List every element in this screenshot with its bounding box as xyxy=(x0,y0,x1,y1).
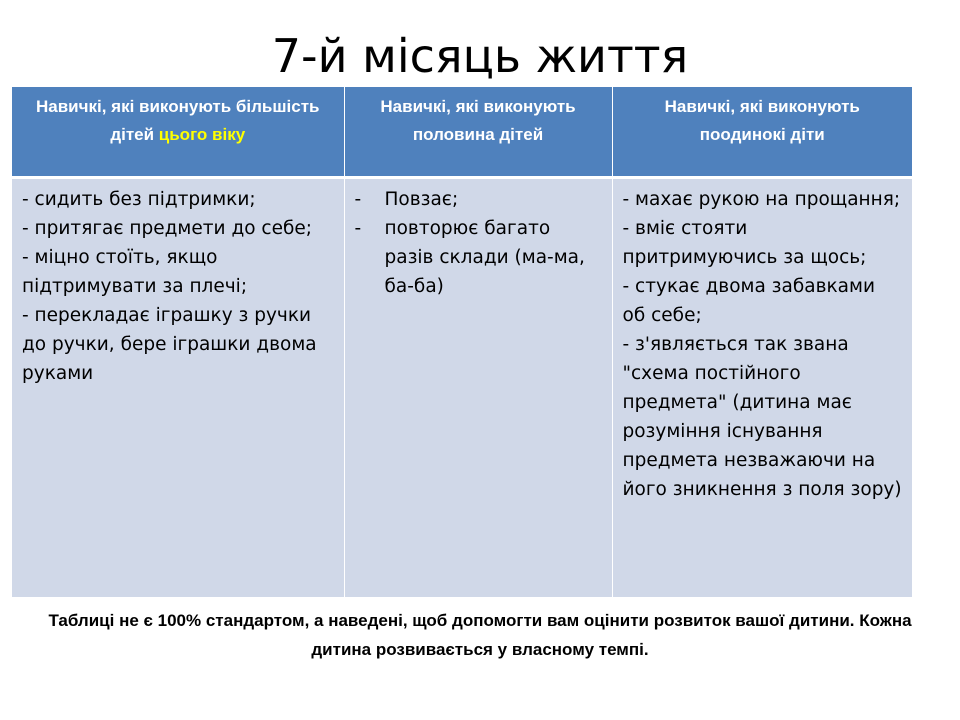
skill-item: - махає рукою на прощання; xyxy=(622,188,901,210)
header-most-children xyxy=(12,87,344,177)
cell-half-children xyxy=(344,177,612,597)
skill-item: - притягає предмети до себе; xyxy=(22,217,313,239)
dash-bullet: - xyxy=(354,217,362,239)
header-highlight: цього віку xyxy=(158,125,246,144)
skill-item: Повзає; xyxy=(384,188,459,210)
cell-few-children xyxy=(612,177,912,597)
skill-list xyxy=(355,185,602,301)
dash-bullet: - xyxy=(354,188,362,210)
list-item xyxy=(355,185,602,214)
slide-title: 7-й місяць життя xyxy=(271,29,689,83)
header-half-children xyxy=(344,87,612,177)
skills-table xyxy=(12,87,912,597)
table-row xyxy=(12,177,912,597)
header-text: Навичкі, які виконують більшість дітей xyxy=(35,97,320,144)
list-item xyxy=(355,214,602,301)
skill-item: - сидить без підтримки; xyxy=(22,188,256,210)
skill-item: - перекладає іграшку з ручки до ручки, бере іграшки двома руками xyxy=(22,304,317,384)
table-header-row xyxy=(12,87,912,177)
skill-item: - з'являється так звана "схема постійного предмета" (дитина має розуміння існування предмета незважаючи на його зникнення з поля зору) xyxy=(622,333,902,500)
skill-item: - міцно стоїть, якщо підтримувати за плечі; xyxy=(22,246,248,297)
footnote: Таблиці не є 100% стандартом, а наведені, щоб допомогти вам оцінити розвиток вашої дитини. Кожна дитина розвивається у власному темпі. xyxy=(48,611,912,659)
cell-most-children xyxy=(12,177,344,597)
header-text: Навичкі, які виконують половина дітей xyxy=(380,97,576,144)
skill-item: - вміє стояти притримуючись за щось; xyxy=(622,217,867,268)
skill-item: повторює багато разів склади (ма-ма, ба-ба) xyxy=(384,217,585,297)
skill-item: - стукає двома забавками об себе; xyxy=(622,275,875,326)
header-text: Навичкі, які виконують поодинокі діти xyxy=(664,97,860,144)
header-few-children xyxy=(612,87,912,177)
